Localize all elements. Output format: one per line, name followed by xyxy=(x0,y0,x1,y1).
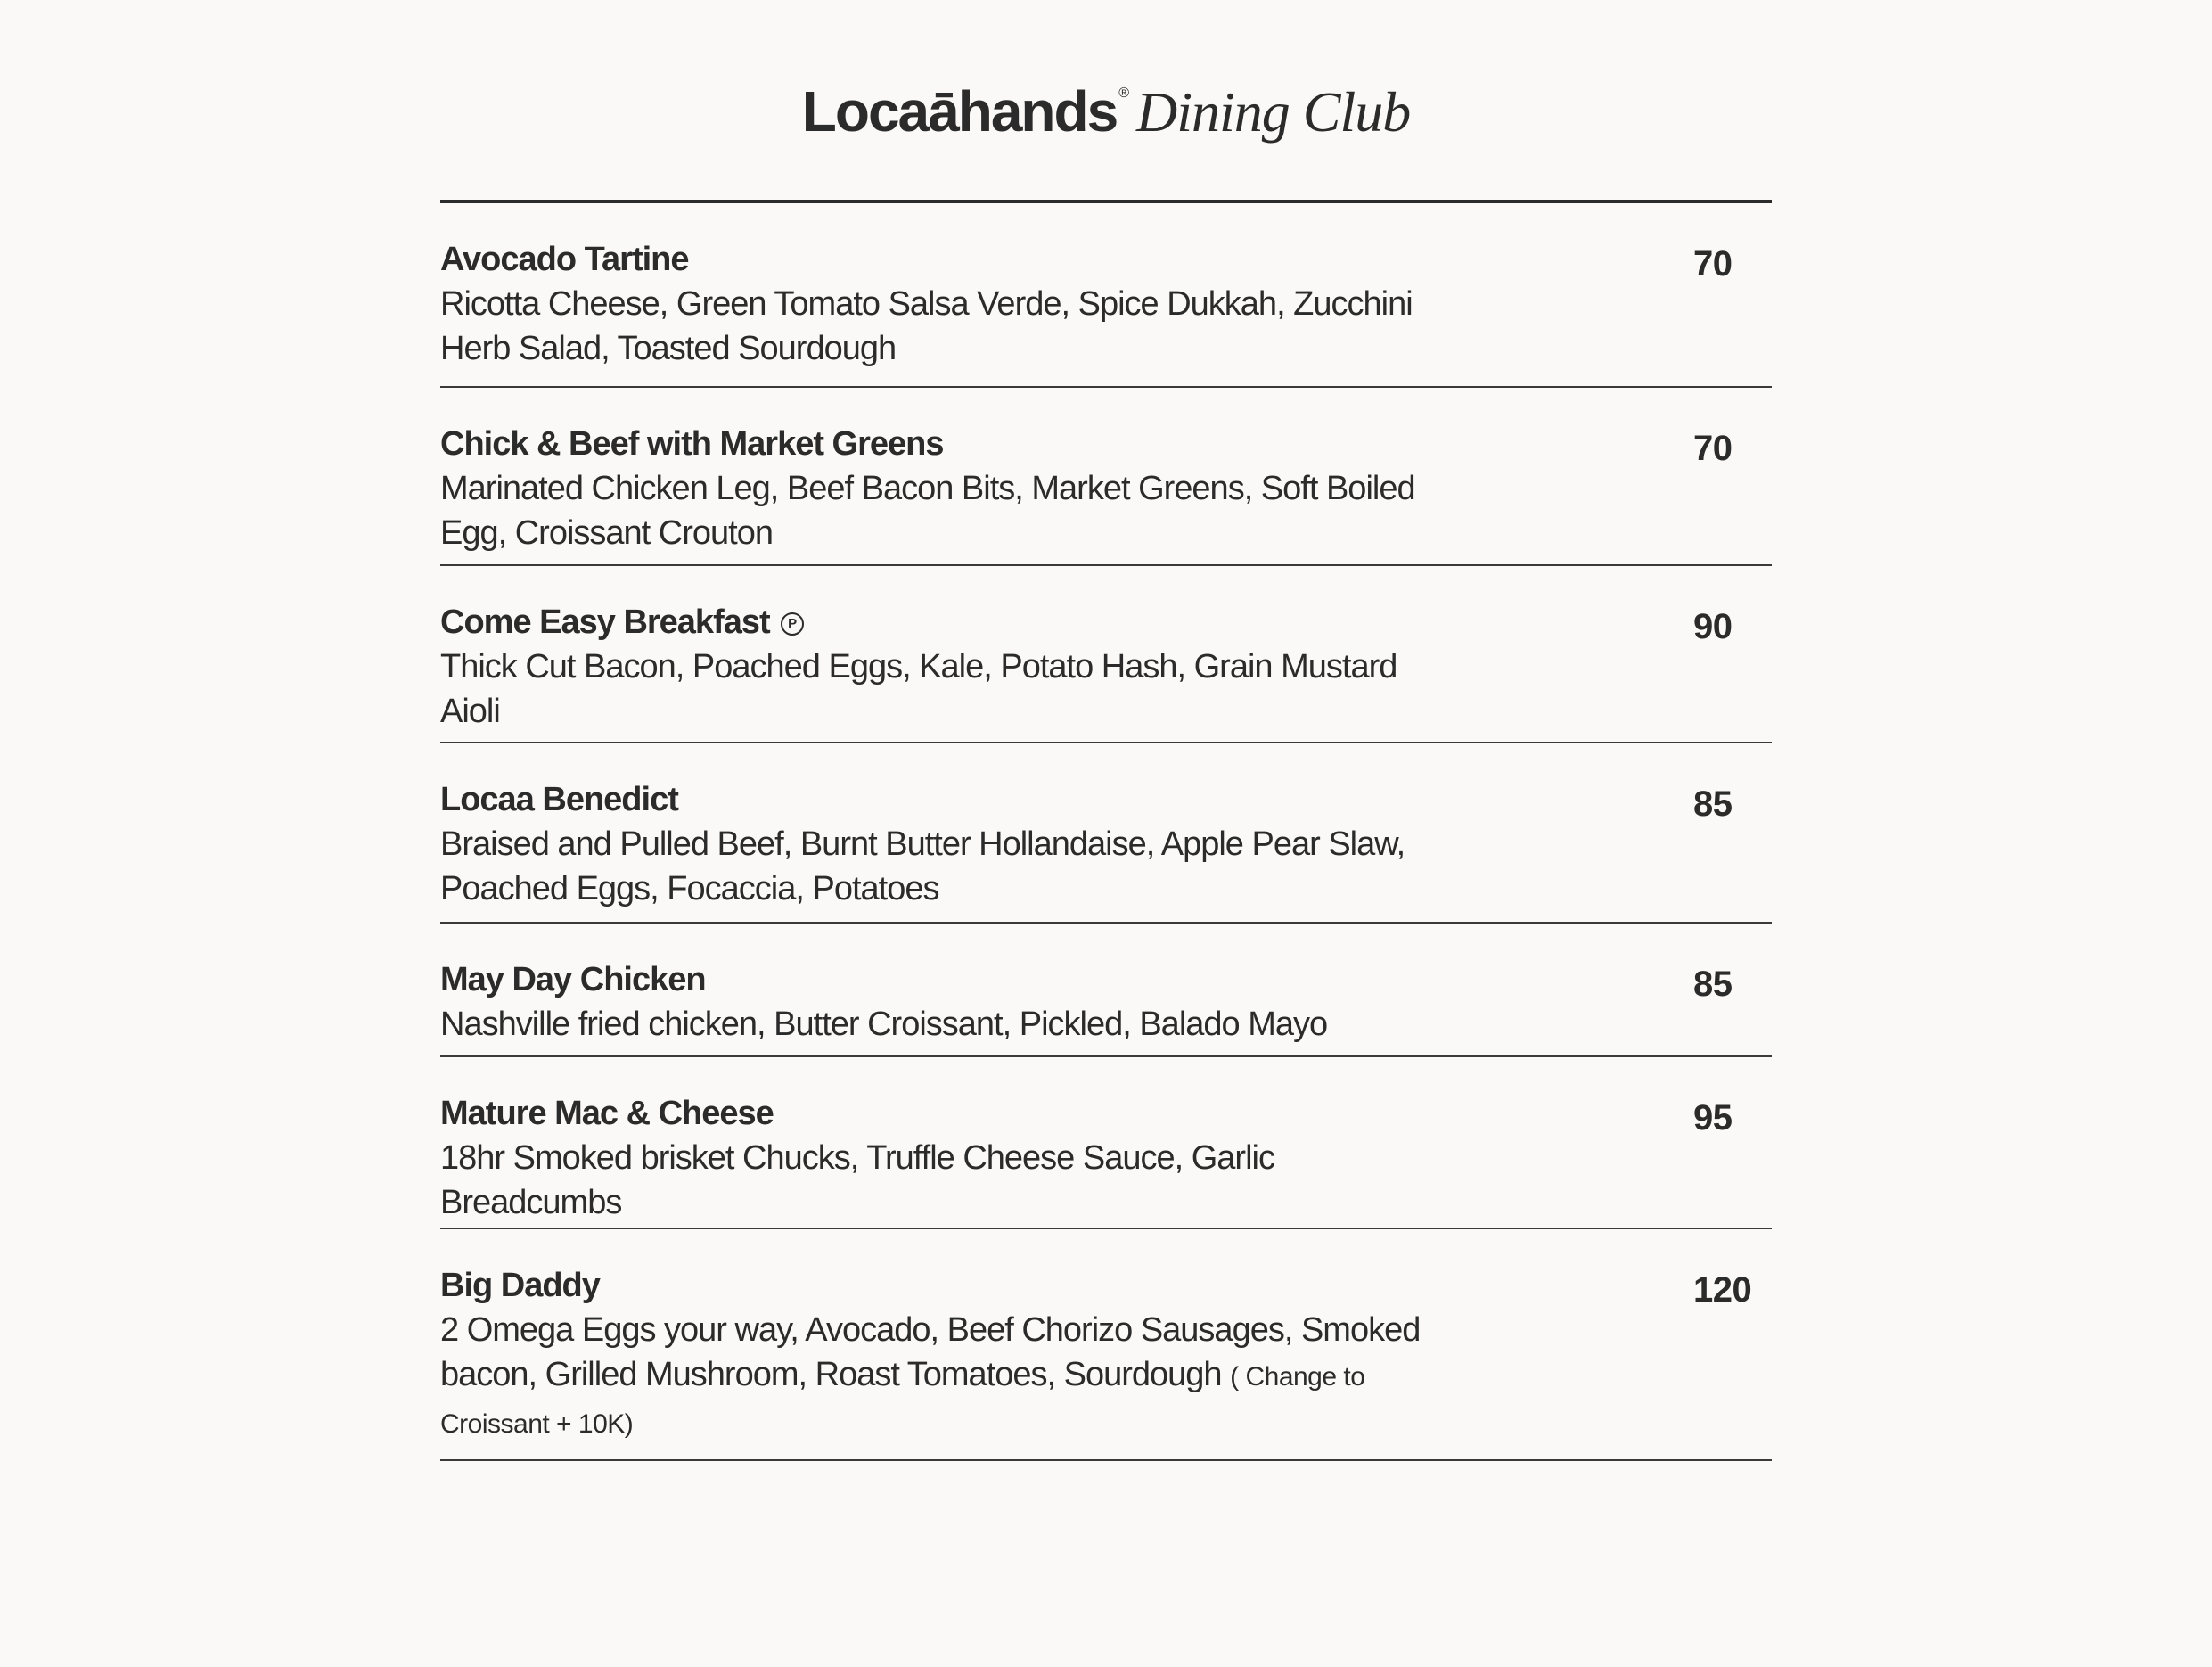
brand-logo xyxy=(802,79,1127,144)
registered-mark: ® xyxy=(1118,86,1127,101)
menu-item xyxy=(440,924,1772,1057)
pork-icon: P xyxy=(781,612,804,636)
brand-name: Locaāhands xyxy=(801,79,1118,144)
item-name: Locaa Benedict xyxy=(440,781,678,818)
brand-subtitle: Dining Club xyxy=(1135,80,1411,144)
item-price: 70 xyxy=(1693,429,1733,468)
item-description: Braised and Pulled Beef, Burnt Butter Hollandaise, Apple Pear Slaw, Poached Eggs, Focaccia, Potatoes xyxy=(440,825,1405,907)
item-price: 120 xyxy=(1693,1270,1752,1310)
item-name: Chick & Beef with Market Greens xyxy=(440,425,944,463)
menu-item xyxy=(440,203,1772,388)
item-description: Marinated Chicken Leg, Beef Bacon Bits, Market Greens, Soft Boiled Egg, Croissant Crouton xyxy=(440,470,1415,552)
item-name: May Day Chicken xyxy=(440,961,706,998)
menu-item xyxy=(440,743,1772,924)
item-price: 90 xyxy=(1693,607,1733,646)
menu-item xyxy=(440,566,1772,743)
menu-item xyxy=(440,1057,1772,1229)
menu-list xyxy=(440,200,1772,1461)
item-price: 95 xyxy=(1693,1098,1733,1137)
item-name: Come Easy Breakfast xyxy=(440,604,770,641)
item-description: Nashville fried chicken, Butter Croissant, Pickled, Balado Mayo xyxy=(440,1006,1328,1043)
item-description: Thick Cut Bacon, Poached Eggs, Kale, Potato Hash, Grain Mustard Aioli xyxy=(440,648,1397,730)
item-description-block xyxy=(440,1308,1456,1447)
menu-header xyxy=(0,78,2212,145)
item-name-row xyxy=(440,600,1772,645)
item-description: 18hr Smoked brisket Chucks, Truffle Cheese Sauce, Garlic Breadcumbs xyxy=(440,1139,1274,1221)
item-price: 85 xyxy=(1693,965,1733,1004)
menu-item xyxy=(440,388,1772,566)
item-note: ( Change to Croissant + 10K) xyxy=(440,1362,1365,1439)
menu-item xyxy=(440,1229,1772,1461)
item-name: Big Daddy xyxy=(440,1267,600,1304)
item-name: Mature Mac & Cheese xyxy=(440,1095,774,1132)
item-name: Avocado Tartine xyxy=(440,241,689,278)
item-price: 85 xyxy=(1693,784,1733,824)
item-price: 70 xyxy=(1693,244,1733,283)
item-description: Ricotta Cheese, Green Tomato Salsa Verde, Spice Dukkah, Zucchini Herb Salad, Toasted Sourdough xyxy=(440,285,1413,367)
item-description: 2 Omega Eggs your way, Avocado, Beef Chorizo Sausages, Smoked bacon, Grilled Mushroom, Roast Tomatoes, Sourdough xyxy=(440,1311,1421,1393)
